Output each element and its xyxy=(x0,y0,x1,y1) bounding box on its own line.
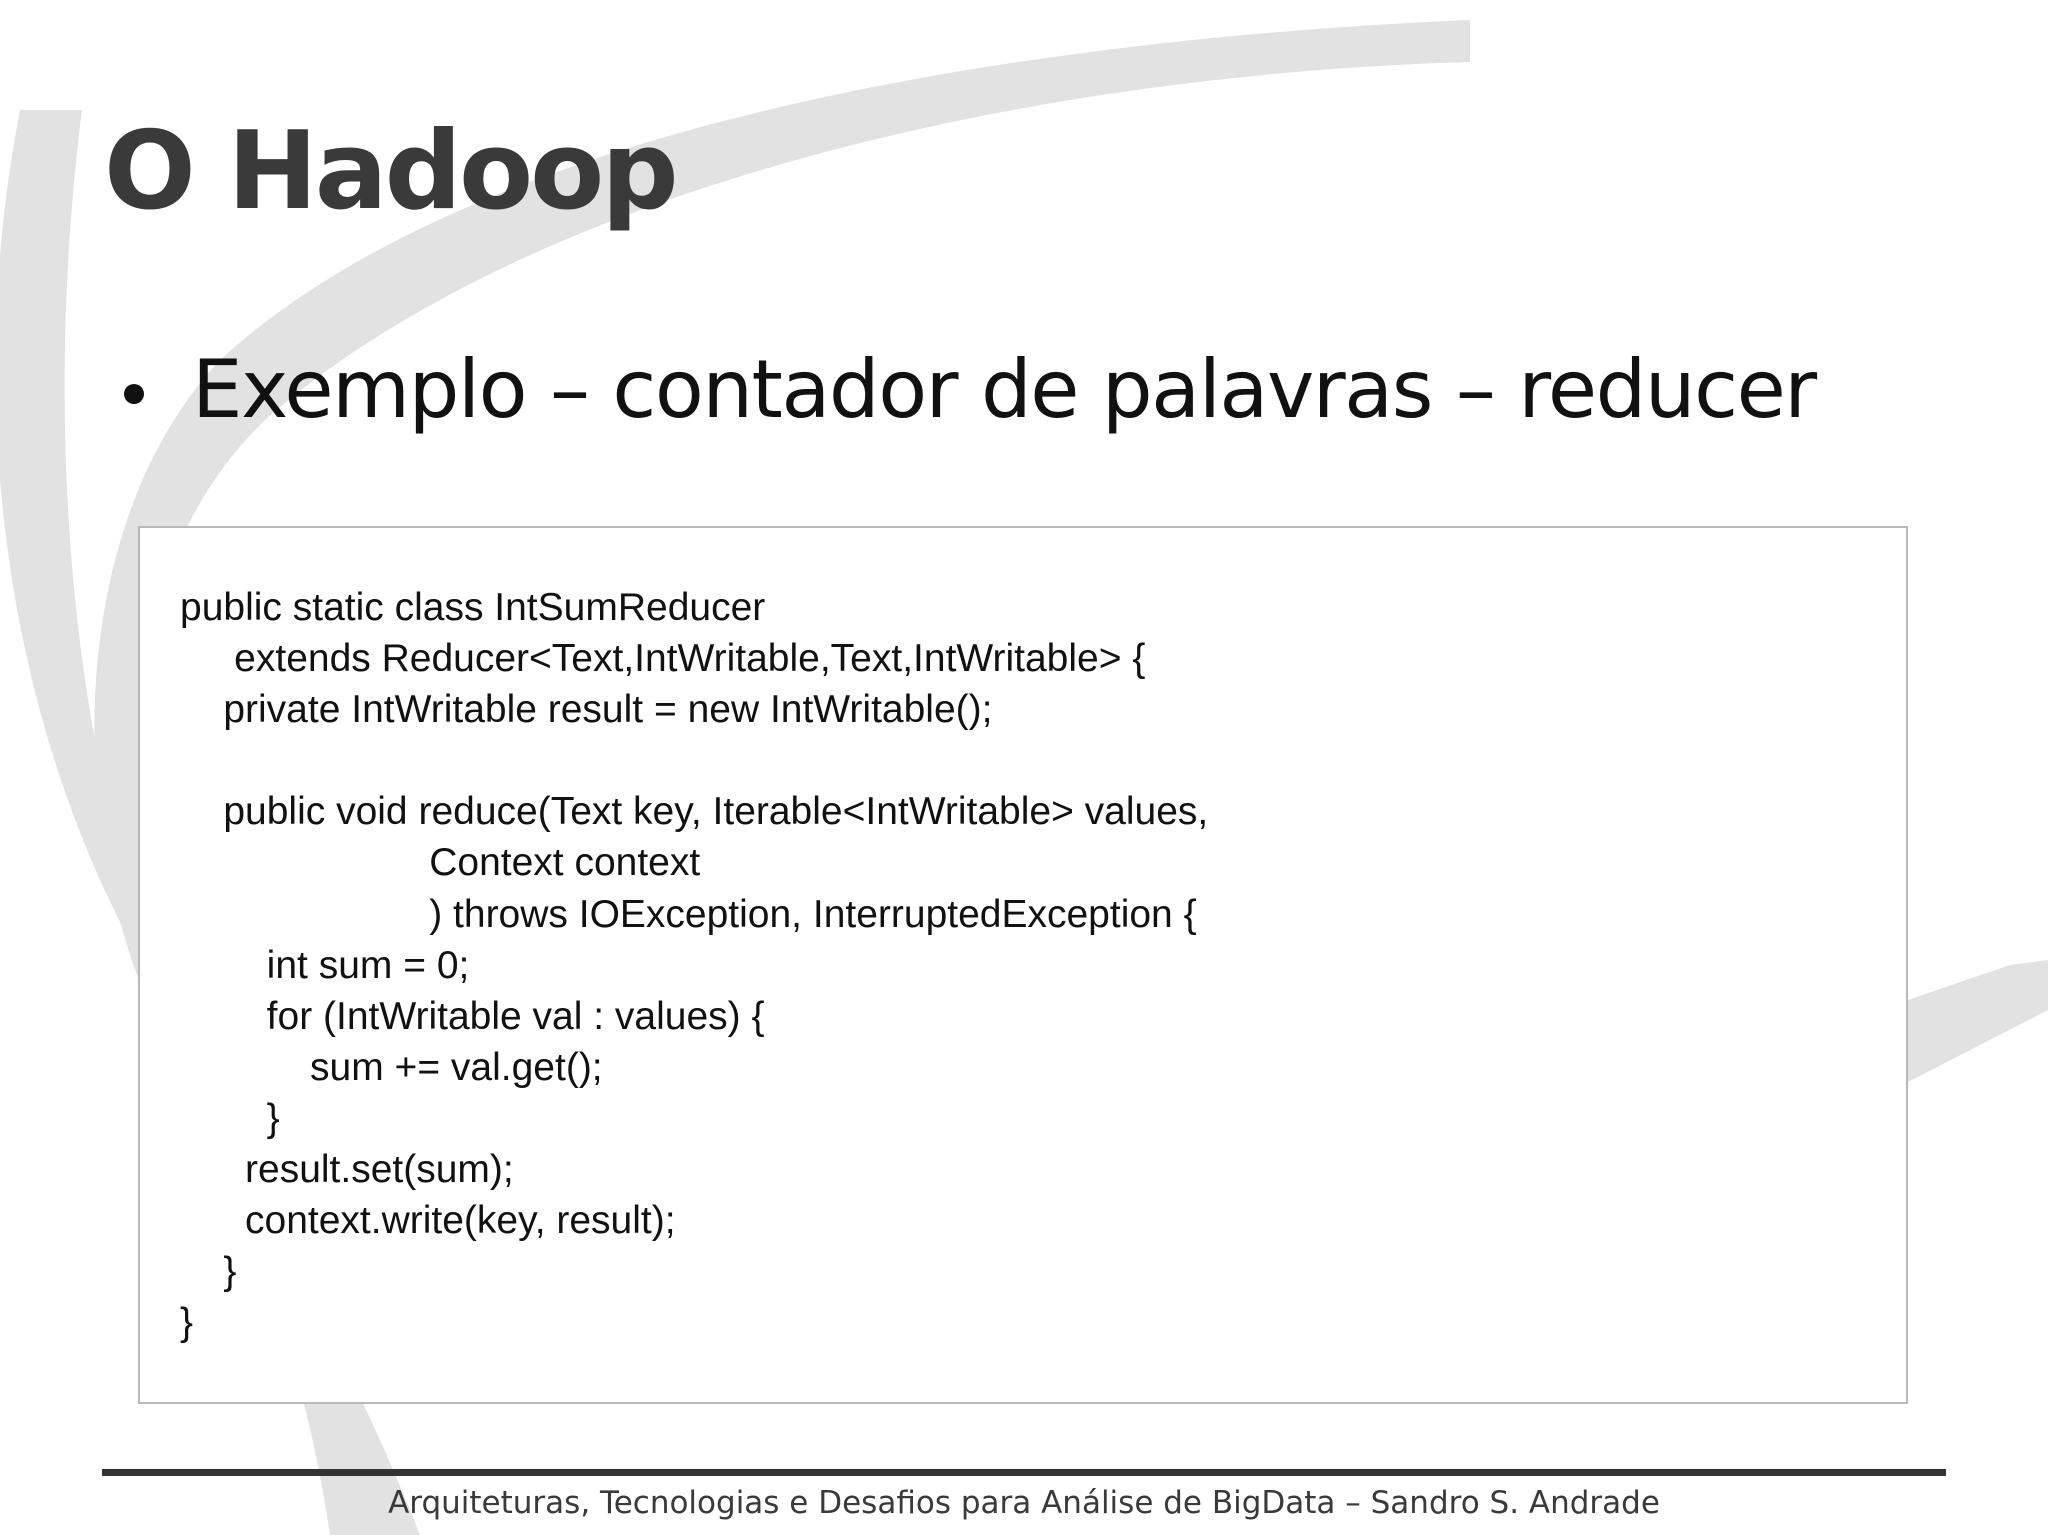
code-line: result.set(sum); xyxy=(180,1148,514,1192)
bullet-text: Exemplo – contador de palavras – reducer xyxy=(192,343,1816,436)
code-line: for (IntWritable val : values) { xyxy=(180,994,765,1038)
code-lines xyxy=(180,582,1208,1348)
code-line: ) throws IOException, InterruptedException { xyxy=(180,892,1197,936)
slide-title: O Hadoop xyxy=(104,109,676,234)
code-line: extends Reducer<Text,IntWritable,Text,IntWritable> { xyxy=(180,637,1146,681)
code-line: private IntWritable result = new IntWritable(); xyxy=(180,688,993,732)
footer-divider xyxy=(102,1469,1946,1476)
bullet-marker xyxy=(124,384,144,404)
code-line: sum += val.get(); xyxy=(180,1045,603,1089)
code-line: } xyxy=(180,1301,194,1345)
code-line: } xyxy=(180,1250,237,1294)
code-line: public static class IntSumReducer xyxy=(180,586,766,629)
code-line: int sum = 0; xyxy=(180,943,470,987)
code-line xyxy=(180,735,1208,786)
code-line: Context context xyxy=(180,841,701,885)
bullet-item xyxy=(124,343,1816,436)
code-block xyxy=(138,526,1908,1404)
code-line: } xyxy=(180,1096,280,1140)
footer-text: Arquiteturas, Tecnologias e Desafios para Análise de BigData – Sandro S. Andrade xyxy=(388,1485,1660,1521)
code-line: context.write(key, result); xyxy=(180,1199,676,1243)
code-line: public void reduce(Text key, Iterable<IntWritable> values, xyxy=(180,790,1209,834)
